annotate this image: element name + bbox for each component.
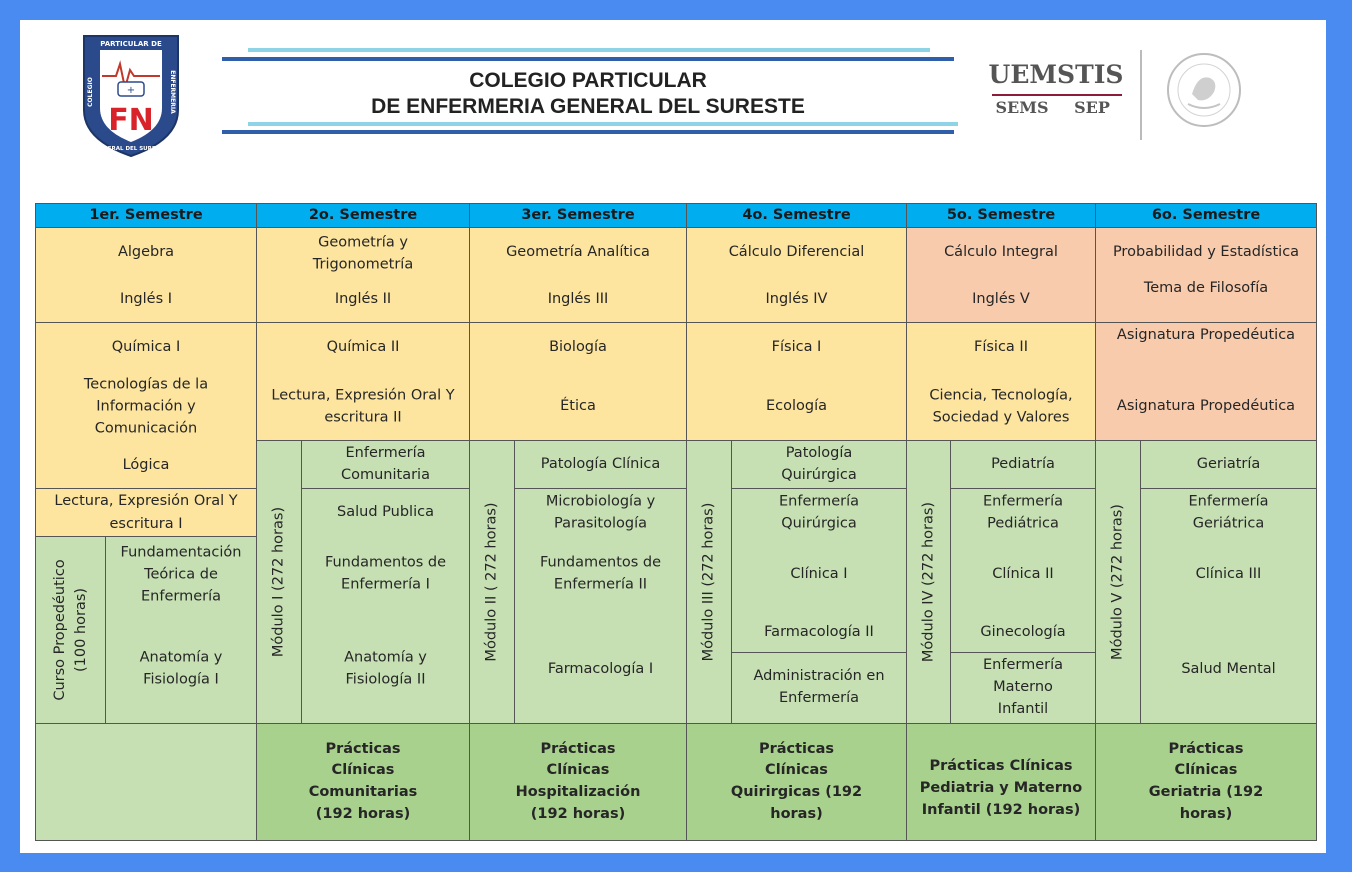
document-page xyxy=(20,20,1326,853)
block2-semester-6 xyxy=(1095,322,1317,441)
subject-clinica-1: Clínica I xyxy=(790,566,848,583)
block2-semester-4 xyxy=(686,322,907,441)
module-5-subjects xyxy=(1140,488,1317,724)
module-5-name: Módulo V (272 horas) xyxy=(1109,504,1126,660)
school-logo xyxy=(78,30,184,160)
subject-logica: Lógica xyxy=(122,457,170,474)
title-line-bottom-dark xyxy=(222,130,954,134)
subject-administracion-enfermeria: Administración en Enfermería xyxy=(731,652,907,724)
subject-fundamentos-enfermeria-1: Fundamentos de Enfermería I xyxy=(324,554,447,592)
semester-header-3: 3er. Semestre xyxy=(469,203,687,228)
svg-text:GENERAL DEL SURESTE: GENERAL DEL SURESTE xyxy=(94,146,168,152)
subject-geometria-analitica: Geometría Analítica xyxy=(506,244,650,261)
subject-enfermeria-materno-infantil: Enfermería Materno Infantil xyxy=(950,652,1096,724)
module-5-label xyxy=(1095,440,1141,724)
block2-semester-1 xyxy=(35,322,257,489)
subject-ginecologia: Ginecología xyxy=(980,624,1066,641)
block2-semester-2 xyxy=(256,322,470,441)
module-4-subjects xyxy=(950,488,1096,653)
subject-patologia-quirurgica: Patología Quirúrgica xyxy=(731,440,907,489)
subject-lectura-2: Lectura, Expresión Oral Y escritura II xyxy=(271,387,455,425)
curso-propedeutico-label xyxy=(35,536,106,724)
svg-text:PARTICULAR DE: PARTICULAR DE xyxy=(100,40,162,48)
subject-lectura-1: Lectura, Expresión Oral Y escritura I xyxy=(35,488,257,537)
practice-hospitalizacion: Prácticas Clínicas Hospitalización (192 horas) xyxy=(469,723,687,841)
module-3-name: Módulo III (272 horas) xyxy=(700,502,717,662)
practice-comunitarias: Prácticas Clínicas Comunitarias (192 horas) xyxy=(256,723,470,841)
subject-quimica-1: Química I xyxy=(111,339,181,356)
subject-ingles-2: Inglés II xyxy=(334,291,392,308)
subject-enfermeria-geriatrica: Enfermería Geriátrica xyxy=(1188,493,1269,531)
subject-ecologia: Ecología xyxy=(765,398,828,415)
title-line-bottom-light xyxy=(248,122,958,126)
curso-propedeutico-hours: (100 horas) xyxy=(72,587,89,673)
curso-propedeutico-subjects xyxy=(105,536,257,724)
subject-etica: Ética xyxy=(560,398,596,415)
subject-pediatria: Pediatría xyxy=(950,440,1096,489)
subject-calculo-integral: Cálculo Integral xyxy=(944,244,1058,261)
subject-farmacologia-2: Farmacología II xyxy=(764,624,874,641)
subject-clinica-2: Clínica II xyxy=(992,566,1054,583)
subject-anatomia-fisiologia-1: Anatomía y Fisiología I xyxy=(139,649,223,687)
school-name-line-1: COLEGIO PARTICULAR xyxy=(469,69,707,92)
module-3-label xyxy=(686,440,732,724)
semester-header-6: 6o. Semestre xyxy=(1095,203,1317,228)
subject-salud-mental: Salud Mental xyxy=(1181,661,1276,678)
subject-biologia: Biología xyxy=(549,339,607,356)
svg-text:COLEGIO: COLEGIO xyxy=(87,77,94,107)
subject-ingles-1: Inglés I xyxy=(119,291,173,308)
subject-patologia-clinica: Patología Clínica xyxy=(514,440,687,489)
subject-enfermeria-pediatrica: Enfermería Pediátrica xyxy=(982,493,1063,531)
subject-fundamentacion-teorica: Fundamentación Teórica de Enfermería xyxy=(120,544,242,604)
uemstis-rule xyxy=(992,94,1122,96)
svg-text:+: + xyxy=(126,85,136,96)
practice-geriatria: Prácticas Clínicas Geriatria (192 horas) xyxy=(1095,723,1317,841)
semester-header-5: 5o. Semestre xyxy=(906,203,1096,228)
module-2-subjects xyxy=(514,488,687,724)
subject-quimica-2: Química II xyxy=(326,339,400,356)
module-2-label xyxy=(469,440,515,724)
module-4-label xyxy=(906,440,951,724)
subject-fisica-2: Física II xyxy=(974,339,1028,356)
subject-geometria-trigonometria: Geometría y Trigonometría xyxy=(312,234,414,272)
subject-enfermeria-quirurgica: Enfermería Quirúrgica xyxy=(778,493,859,531)
semester-header-4: 4o. Semestre xyxy=(686,203,907,228)
title-block xyxy=(222,46,954,138)
module-1-subjects xyxy=(301,488,470,724)
subject-asignatura-propedeutica-2: Asignatura Propedéutica xyxy=(1116,398,1296,415)
subject-ingles-5: Inglés V xyxy=(972,291,1030,308)
sep-text: SEP xyxy=(1074,98,1110,117)
semester-header-2: 2o. Semestre xyxy=(256,203,470,228)
subject-geriatria: Geriatría xyxy=(1140,440,1317,489)
subject-ciencia-tecnologia: Ciencia, Tecnología, Sociedad y Valores xyxy=(929,387,1073,425)
module-1-name: Módulo I (272 horas) xyxy=(270,506,287,658)
subject-enfermeria-comunitaria: Enfermería Comunitaria xyxy=(301,440,470,489)
uemstis-text: UEMSTIS xyxy=(988,60,1124,89)
block1-semester-5 xyxy=(906,227,1096,323)
mexico-seal xyxy=(1164,50,1244,130)
block2-semester-5 xyxy=(906,322,1096,441)
block1-semester-6 xyxy=(1095,227,1317,323)
module-4-name: Módulo IV (272 horas) xyxy=(919,501,936,663)
subject-clinica-3: Clínica III xyxy=(1195,566,1262,583)
module-2-name: Módulo II ( 272 horas) xyxy=(483,502,500,662)
curso-propedeutico-name: Curso Propedéutico xyxy=(51,559,68,701)
practices-empty-cell xyxy=(35,723,257,841)
svg-text:ENFERMERIA: ENFERMERIA xyxy=(169,70,176,114)
title-line-top-light xyxy=(248,48,930,52)
subject-calculo-diferencial: Cálculo Diferencial xyxy=(728,244,865,261)
subject-tema-filosofia: Tema de Filosofía xyxy=(1143,280,1269,297)
practice-pediatria-materno: Prácticas Clínicas Pediatria y Materno Infantil (192 horas) xyxy=(906,723,1096,841)
block1-semester-2 xyxy=(256,227,470,323)
subject-farmacologia-1: Farmacología I xyxy=(547,661,654,678)
subject-microbiologia-parasitologia: Microbiología y Parasitología xyxy=(545,493,656,531)
block1-semester-3 xyxy=(469,227,687,323)
subject-asignatura-propedeutica-1: Asignatura Propedéutica xyxy=(1116,327,1296,344)
module-1-label xyxy=(256,440,302,724)
block1-semester-1 xyxy=(35,227,257,323)
subject-fundamentos-enfermeria-2: Fundamentos de Enfermería II xyxy=(539,554,662,592)
subject-salud-publica: Salud Publica xyxy=(337,504,434,521)
semester-header-1: 1er. Semestre xyxy=(35,203,257,228)
subject-fisica-1: Física I xyxy=(771,339,822,356)
subject-ingles-3: Inglés III xyxy=(547,291,609,308)
practice-quirurgicas: Prácticas Clínicas Quirirgicas (192 horas) xyxy=(686,723,907,841)
subject-probabilidad-estadistica: Probabilidad y Estadística xyxy=(1112,244,1300,261)
subject-ingles-4: Inglés IV xyxy=(765,291,828,308)
subject-anatomia-fisiologia-2: Anatomía y Fisiología II xyxy=(344,649,427,687)
block1-semester-4 xyxy=(686,227,907,323)
subject-tecnologias-informacion: Tecnologías de la Información y Comunicación xyxy=(83,376,209,436)
logo-separator xyxy=(1140,50,1142,140)
uemstis-logo xyxy=(986,60,1126,124)
subject-algebra: Algebra xyxy=(117,244,175,261)
module-3-subjects xyxy=(731,488,907,653)
block2-semester-3 xyxy=(469,322,687,441)
title-line-top-dark xyxy=(222,57,954,61)
svg-text:FN: FN xyxy=(108,103,154,138)
sems-text: SEMS xyxy=(995,98,1049,117)
school-name-line-2: DE ENFERMERIA GENERAL DEL SURESTE xyxy=(371,95,805,118)
